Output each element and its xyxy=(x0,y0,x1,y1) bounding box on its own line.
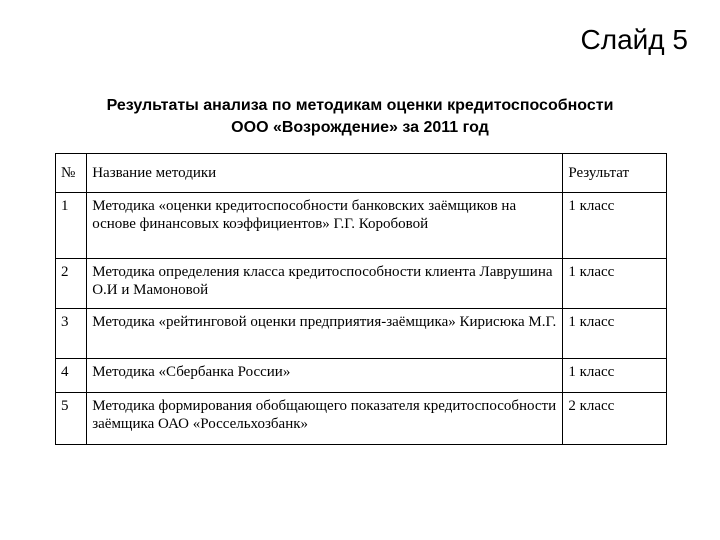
row-method-name: Методика «рейтинговой оценки предприятия-заёмщика» Кирисюка М.Г. xyxy=(87,309,563,359)
row-method-name: Методика «Сбербанка России» xyxy=(87,359,563,393)
header-name: Название методики xyxy=(87,154,563,193)
row-result: 1 класс xyxy=(563,309,667,359)
header-result: Результат xyxy=(563,154,667,193)
table-header-row xyxy=(56,154,667,193)
table-row xyxy=(56,393,667,445)
row-method-name: Методика формирования обобщающего показателя кредитоспособности заёмщика ОАО «Россельхозбанк» xyxy=(87,393,563,445)
table-row xyxy=(56,259,667,309)
slide-number: Слайд 5 xyxy=(580,24,688,55)
row-num: 4 xyxy=(56,359,87,393)
row-method-name: Методика «оценки кредитоспособности банковских заёмщиков на основе финансовых коэффициентов» Г.Г. Коробовой xyxy=(87,193,563,259)
row-num: 2 xyxy=(56,259,87,309)
methods-table xyxy=(55,153,667,445)
title-line-2: ООО «Возрождение» за 2011 год xyxy=(231,119,489,136)
row-result: 1 класс xyxy=(563,193,667,259)
row-num: 5 xyxy=(56,393,87,445)
title-line-1: Результаты анализа по методикам оценки кредитоспособности xyxy=(106,97,614,114)
table-row xyxy=(56,359,667,393)
table-row xyxy=(56,193,667,259)
header-num: № xyxy=(56,154,87,193)
table-row xyxy=(56,309,667,359)
row-num: 3 xyxy=(56,309,87,359)
row-result: 2 класс xyxy=(563,393,667,445)
row-result: 1 класс xyxy=(563,259,667,309)
row-method-name: Методика определения класса кредитоспособности клиента Лаврушина О.И и Мамоновой xyxy=(87,259,563,309)
row-result: 1 класс xyxy=(563,359,667,393)
row-num: 1 xyxy=(56,193,87,259)
page-title xyxy=(40,95,680,139)
